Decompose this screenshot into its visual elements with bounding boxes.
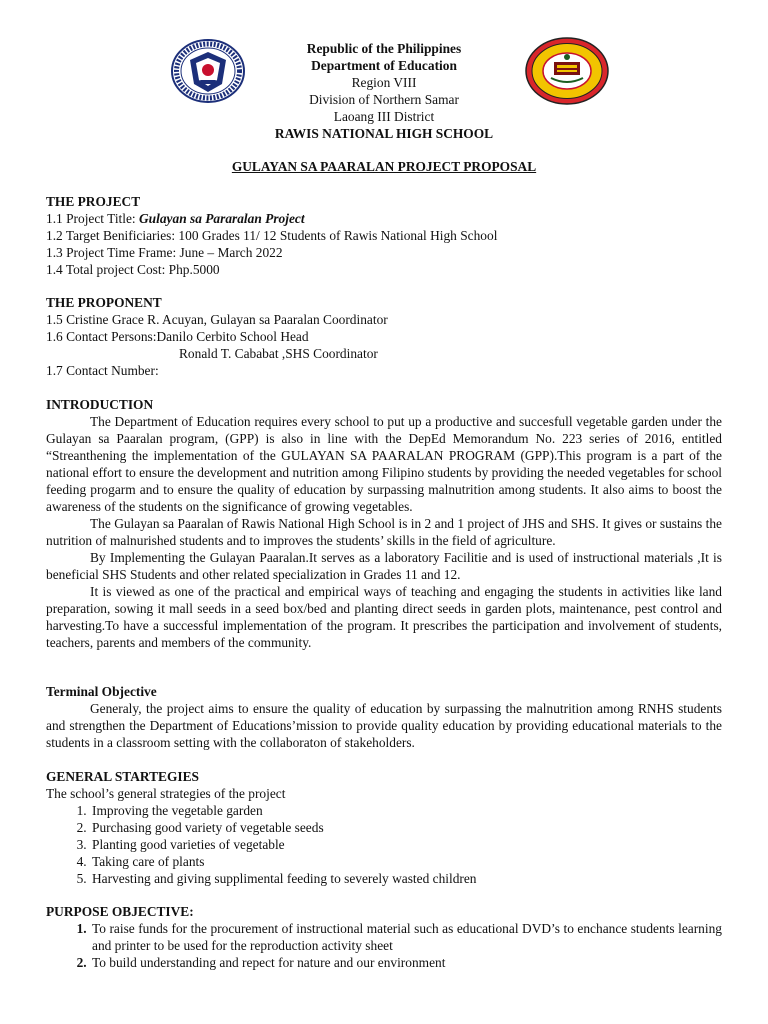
list-item: 3. Planting good varieties of vegetable	[90, 836, 722, 853]
list-item: 2. To build understanding and repect for nature and our environment	[90, 954, 722, 971]
purpose-list	[46, 920, 722, 971]
coordinator-line: 1.5 Cristine Grace R. Acuyan, Gulayan sa Paaralan Coordinator	[46, 312, 388, 327]
division-line: Division of Northern Samar	[309, 92, 459, 107]
proponent-section	[46, 294, 722, 379]
project-title-value: Gulayan sa Pararalan Project	[139, 211, 305, 226]
terminal-objective-heading: Terminal Objective	[46, 684, 157, 699]
general-strategies-intro: The school’s general strategies of the project	[46, 786, 286, 801]
contact-number-line: 1.7 Contact Number:	[46, 363, 159, 378]
letterhead	[0, 40, 768, 142]
terminal-objective-section	[46, 683, 722, 751]
contact-persons-line-2: Ronald T. Cababat ,SHS Coordinator	[179, 346, 378, 361]
time-frame-line: 1.3 Project Time Frame: June – March 2022	[46, 245, 283, 260]
purpose-objective-section	[46, 903, 722, 971]
proponent-heading: THE PROPONENT	[46, 295, 162, 310]
list-item: 5. Harvesting and giving supplimental feeding to severely wasted children	[90, 870, 722, 887]
project-title-line: 1.1 Project Title: Gulayan sa Pararalan Project	[46, 211, 305, 226]
project-heading: THE PROJECT	[46, 194, 141, 209]
intro-paragraph: It is viewed as one of the practical and empirical ways of teaching and engaging the students in activities like land preparation, sowing it mall seeds in a seed box/bed and planting direct seeds in garden plots, maintenance, pest control and harvesting.To have a successful implementation of the program. It prescribes the participation and involvement of students, teachers, parents and members of the community.	[46, 584, 722, 650]
contact-persons-line: 1.6 Contact Persons:Danilo Cerbito School Head	[46, 329, 309, 344]
introduction-section	[46, 396, 722, 651]
project-section	[46, 193, 722, 278]
list-item: 1. Improving the vegetable garden	[90, 802, 722, 819]
intro-paragraph: The Gulayan sa Paaralan of Rawis National High School is in 2 and 1 project of JHS and SHS. It gives or sustains the nutrition of malnurished students and to improves the students’ skills in the field of agriculture.	[46, 516, 722, 548]
terminal-objective-text: Generaly, the project aims to ensure the quality of education by surpassing the malnutrition among RNHS students and strengthen the Department of Educations’mission to provide quality education by providing educational materials to the students in a classroom setting with the collaboraton of stakeholders.	[46, 701, 722, 750]
general-strategies-heading: GENERAL STARTEGIES	[46, 769, 199, 784]
district-line: Laoang III District	[333, 109, 435, 124]
strategies-list	[46, 802, 722, 887]
school-name: RAWIS NATIONAL HIGH SCHOOL	[274, 126, 494, 141]
general-strategies-section	[46, 768, 722, 887]
proposal-title: GULAYAN SA PAARALAN PROJECT PROPOSAL	[231, 159, 537, 174]
intro-paragraph: By Implementing the Gulayan Paaralan.It serves as a laboratory Facilitie and is used of instructional materials ,It is beneficial SHS Students and other related specialization in Grades 11 and 12.	[46, 550, 722, 582]
republic-line: Republic of the Philippines	[306, 41, 462, 56]
list-item: 4. Taking care of plants	[90, 853, 722, 870]
region-line: Region VIII	[351, 75, 417, 90]
list-item: 1. To raise funds for the procurement of instructional material such as educational DVD’s to enchance students learning and printer to be used for the reproduction activity sheet	[90, 920, 722, 954]
introduction-heading: INTRODUCTION	[46, 397, 154, 412]
department-line: Department of Education	[311, 58, 457, 73]
purpose-objective-heading: PURPOSE OBJECTIVE:	[46, 904, 194, 919]
cost-line: 1.4 Total project Cost: Php.5000	[46, 262, 220, 277]
list-item: 2. Purchasing good variety of vegetable seeds	[90, 819, 722, 836]
intro-paragraph: The Department of Education requires every school to put up a productive and succesfull vegetable garden under the Gulayan sa Paaralan program, (GPP) is also in line with the DepEd Memorandum No. 223 series of 2016, entitled “Streanthening the implementation of the GULAYAN SA PAARALAN PROGRAM (GPP).This program is a part of the national effort to ensure the development and nutrition among Filipino students by providing the needed vegetables for school feeding progarm and to ensure the quality of education by surpassing malnutrition among students. It also aims to boost the awareness of the students on the significance of growing vegetables.	[46, 414, 722, 514]
beneficiaries-line: 1.2 Target Benificiaries: 100 Grades 11/ 12 Students of Rawis National High School	[46, 228, 498, 243]
